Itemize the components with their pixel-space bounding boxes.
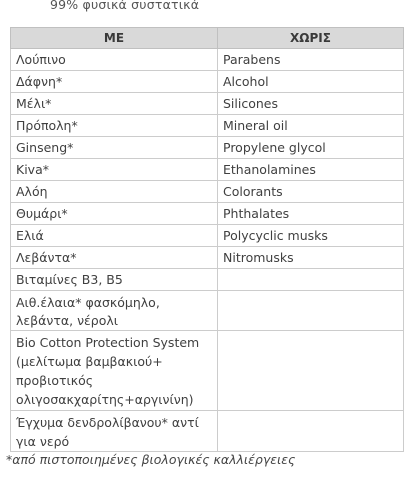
with-ingredient-cell: Kiva* (11, 159, 218, 181)
table-row (11, 247, 404, 269)
with-ingredient-cell: Λεβάντα* (11, 247, 218, 269)
with-ingredient-cell: Ελιά (11, 225, 218, 247)
table-row (11, 93, 404, 115)
with-ingredient-cell: Πρόπολη* (11, 115, 218, 137)
without-ingredient-cell: Parabens (218, 49, 404, 71)
without-ingredient-cell: Polycyclic musks (218, 225, 404, 247)
without-ingredient-cell (218, 411, 404, 452)
without-ingredient-cell: Nitromusks (218, 247, 404, 269)
footnote: *από πιστοποιημένες βιολογικές καλλιέργειες (6, 452, 296, 467)
with-ingredient-cell: Βιταμίνες Β3, Β5 (11, 269, 218, 291)
without-ingredient-cell: Phthalates (218, 203, 404, 225)
with-ingredient-cell: Bio Cotton Protection System (μελίτωμα βαμβακιού+ προβιοτικός ολιγοσακχαρίτης+αργινίνη) (11, 331, 218, 411)
table-row (11, 411, 404, 452)
without-ingredient-cell (218, 269, 404, 291)
with-ingredient-cell: Θυμάρι* (11, 203, 218, 225)
without-ingredient-cell: Silicones (218, 93, 404, 115)
table-row (11, 137, 404, 159)
without-ingredient-cell: Alcohol (218, 71, 404, 93)
table-row (11, 71, 404, 93)
table-row (11, 203, 404, 225)
with-ingredient-cell: Αλόη (11, 181, 218, 203)
header-with: ΜΕ (11, 28, 218, 49)
with-ingredient-cell: Έγχυμα δενδρολίβανου* αντί για νερό (11, 411, 218, 452)
without-ingredient-cell: Propylene glycol (218, 137, 404, 159)
with-ingredient-cell: Ginseng* (11, 137, 218, 159)
without-ingredient-cell: Ethanolamines (218, 159, 404, 181)
intro-text: 99% φυσικά συστατικά (50, 0, 200, 12)
header-without: ΧΩΡΙΣ (218, 28, 404, 49)
with-ingredient-cell: Μέλι* (11, 93, 218, 115)
table-row (11, 159, 404, 181)
table-row (11, 225, 404, 247)
table-row (11, 269, 404, 291)
without-ingredient-cell (218, 331, 404, 411)
table-row (11, 181, 404, 203)
without-ingredient-cell: Colorants (218, 181, 404, 203)
with-ingredient-cell: Αιθ.έλαια* φασκόμηλο, λεβάντα, νέρολι (11, 291, 218, 331)
table-row (11, 115, 404, 137)
with-ingredient-cell: Λούπινο (11, 49, 218, 71)
table-row (11, 291, 404, 331)
table-header-row (11, 28, 404, 49)
without-ingredient-cell: Mineral oil (218, 115, 404, 137)
with-ingredient-cell: Δάφνη* (11, 71, 218, 93)
table-row (11, 331, 404, 411)
without-ingredient-cell (218, 291, 404, 331)
ingredients-table (10, 27, 404, 452)
table-row (11, 49, 404, 71)
